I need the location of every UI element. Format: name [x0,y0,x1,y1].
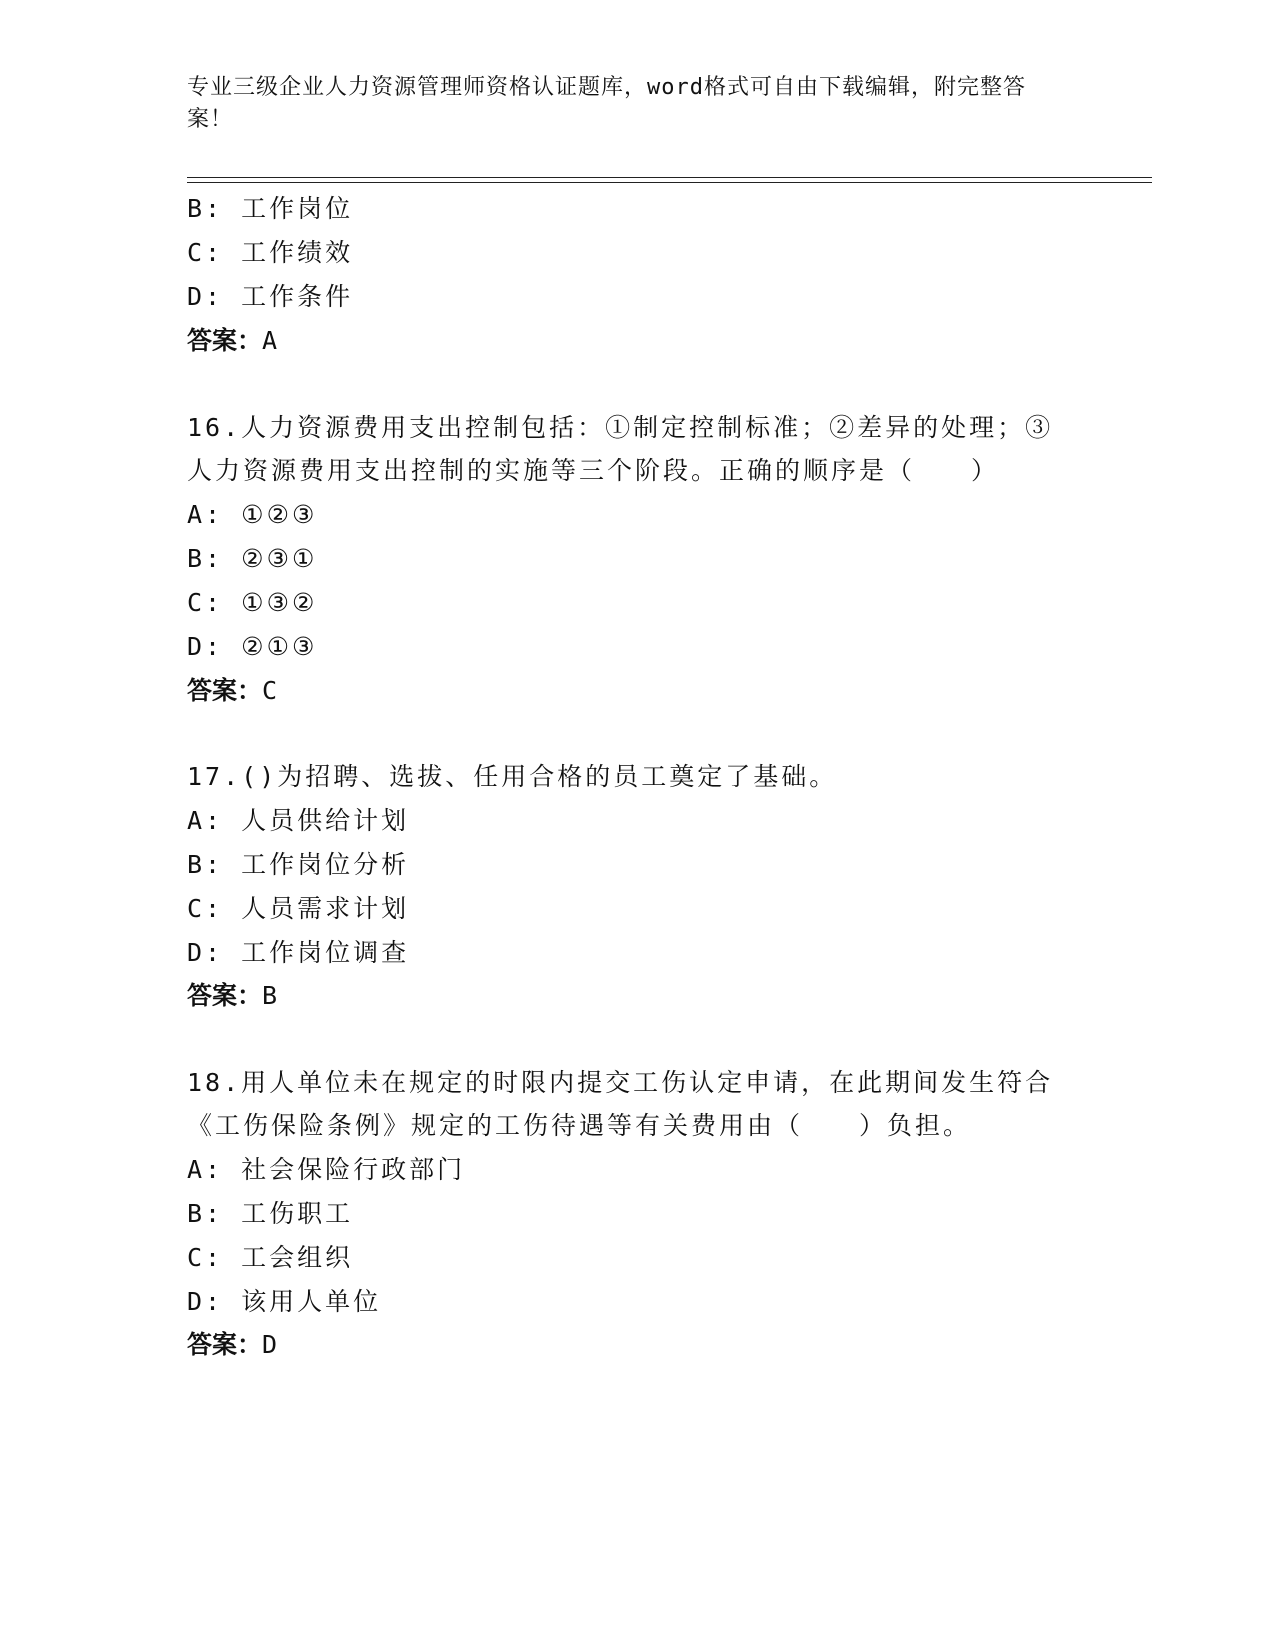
q18-option-a: A: 社会保险行政部门 [187,1155,466,1184]
q17-option-d: D: 工作岗位调查 [187,938,410,967]
header-divider [187,177,1152,183]
q16-option-d: D: ②①③ [187,632,318,661]
q15-answer [187,324,277,358]
q18-option-b: B: 工伤职工 [187,1199,354,1228]
q18-stem-line1: 18.用人单位未在规定的时限内提交工伤认定申请，在此期间发生符合 [187,1068,1054,1097]
q18-option-d: D: 该用人单位 [187,1287,382,1316]
q18-stem-line2: 《工伤保险条例》规定的工伤待遇等有关费用由（ ）负担。 [187,1111,972,1140]
q16-stem-line2: 人力资源费用支出控制的实施等三个阶段。正确的顺序是（ ） [187,456,1000,485]
q18-answer [187,1328,277,1362]
q17-option-c: C: 人员需求计划 [187,894,410,923]
q16-option-a: A: ①②③ [187,500,318,529]
q17-option-b: B: 工作岗位分析 [187,850,410,879]
q16-option-c: C: ①③② [187,588,318,617]
answer-value: C [262,676,278,705]
q15-option-c: C: 工作绩效 [187,238,354,267]
answer-label: 答案： [187,1330,263,1359]
q15-option-d: D: 工作条件 [187,282,354,311]
q17-answer [187,979,277,1013]
q17-option-a: A: 人员供给计划 [187,806,410,835]
answer-label: 答案： [187,676,263,705]
document-header: 专业三级企业人力资源管理师资格认证题库，word格式可自由下载编辑，附完整答案！ [187,75,1026,132]
q15-option-b: B: 工作岗位 [187,194,354,223]
q18-option-c: C: 工会组织 [187,1243,354,1272]
q16-option-b: B: ②③① [187,544,318,573]
answer-label: 答案： [187,326,263,355]
answer-value: B [262,981,278,1010]
answer-label: 答案： [187,981,263,1010]
q17-stem-line1: 17.()为招聘、选拔、任用合格的员工奠定了基础。 [187,762,838,791]
answer-value: D [262,1330,278,1359]
answer-value: A [262,326,278,355]
q16-stem-line1: 16.人力资源费用支出控制包括：①制定控制标准；②差异的处理；③ [187,413,1054,442]
q16-answer [187,674,277,708]
